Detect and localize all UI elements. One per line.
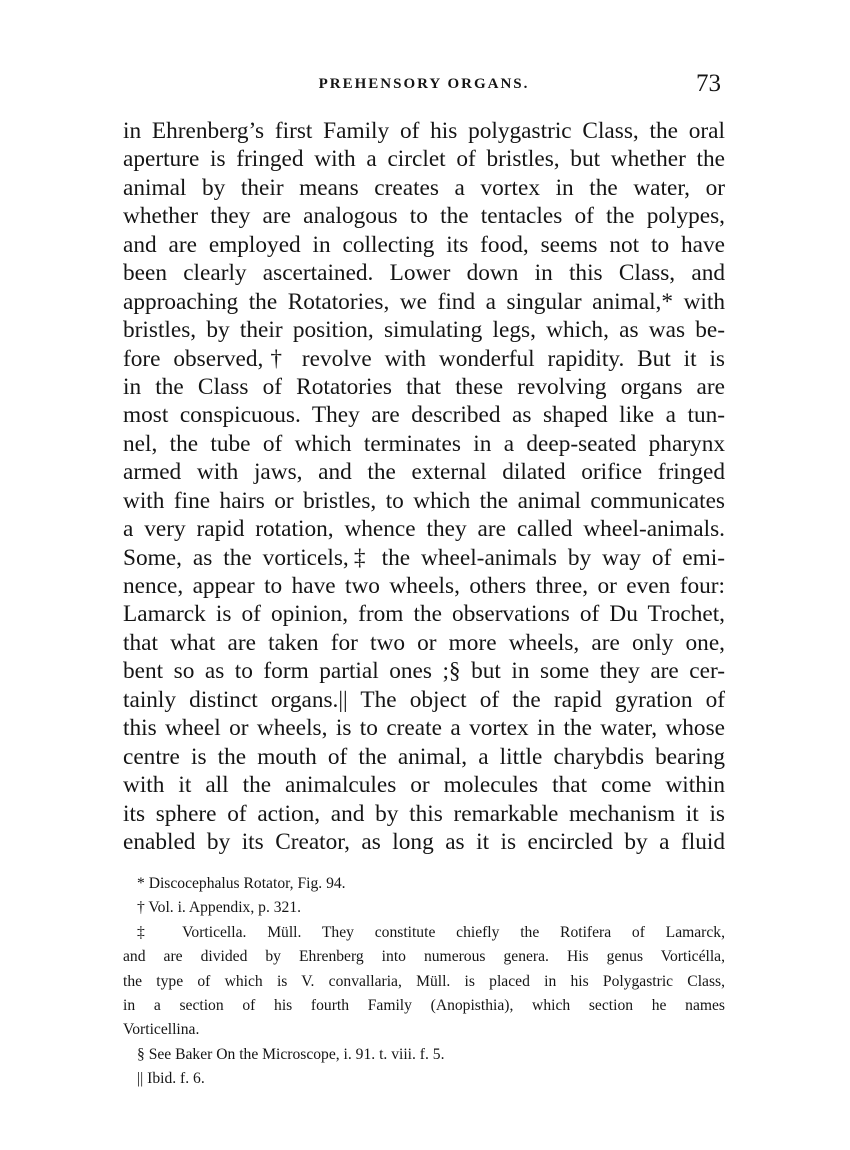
body-text [123, 117, 725, 856]
footnotes [123, 872, 725, 1092]
text-line-9: fore observed,† revolve with wonderful rapidity. But it is [123, 345, 725, 372]
text-line-8: bristles, by their position, simulating legs, which, as was be- [123, 317, 725, 344]
running-title: PREHENSORY ORGANS. [318, 76, 530, 92]
footnote-3-line-5: Vorticellina. [123, 1021, 200, 1039]
text-line-18: Lamarck is of opinion, from the observations of Du Trochet, [123, 601, 725, 628]
text-line-5: and are employed in collecting its food, seems not to have [123, 231, 725, 258]
text-line-23: centre is the mouth of the animal, a little charybdis bearing [123, 743, 725, 770]
footnote-3-line-2: and are divided by Ehrenberg into numerous genera. His genus Vorticélla, [123, 948, 725, 966]
text-line-7: approaching the Rotatories, we find a singular animal,* with [123, 288, 725, 315]
text-line-16: Some, as the vorticels,‡ the wheel-animals by way of emi- [123, 544, 725, 571]
text-line-2: aperture is fringed with a circlet of bristles, but whether the [123, 146, 725, 173]
footnote-2: † Vol. i. Appendix, p. 321. [137, 899, 302, 917]
text-line-24: with it all the animalcules or molecules that come within [123, 772, 725, 799]
text-line-14: with fine hairs or bristles, to which the animal communicates [123, 487, 725, 514]
text-line-1: in Ehrenberg’s first Family of his polygastric Class, the oral [123, 118, 725, 144]
text-line-10: in the Class of Rotatories that these revolving organs are [123, 373, 725, 400]
text-line-13: armed with jaws, and the external dilated orifice fringed [123, 459, 725, 486]
text-line-4: whether they are analogous to the tentacles of the polypes, [123, 203, 725, 230]
text-line-12: nel, the tube of which terminates in a deep-seated pharynx [123, 430, 725, 457]
footnote-1: * Discocephalus Rotator, Fig. 94. [137, 875, 346, 892]
text-line-11: most conspicuous. They are described as shaped like a tun- [123, 402, 725, 429]
running-head [123, 72, 725, 102]
footnote-4: § See Baker On the Microscope, i. 91. t. viii. f. 5. [137, 1045, 445, 1063]
text-line-22: this wheel or wheels, is to create a vortex in the water, whose [123, 715, 725, 742]
text-line-25: its sphere of action, and by this remarkable mechanism it is [123, 800, 725, 827]
text-line-19: that what are taken for two or more wheels, are only one, [123, 629, 725, 656]
footnote-3-line-4: in a section of his fourth Family (Anopisthia), which section he names [123, 996, 725, 1014]
text-line-17: nence, appear to have two wheels, others three, or even four: [123, 573, 725, 599]
text-line-15: a very rapid rotation, whence they are called wheel-animals. [123, 516, 725, 543]
text-line-20: bent so as to form partial ones ;§ but in some they are cer- [123, 658, 725, 685]
text-line-3: animal by their means creates a vortex in the water, or [123, 174, 725, 201]
page-number: 73 [696, 70, 721, 97]
text-line-26: enabled by its Creator, as long as it is encircled by a fluid [123, 828, 725, 855]
footnote-3-line-1: ‡ Vorticella. Müll. They constitute chiefly the Rotifera of Lamarck, [137, 923, 725, 941]
footnote-5: || Ibid. f. 6. [137, 1070, 205, 1088]
text-line-21: tainly distinct organs.|| The object of the rapid gyration of [123, 686, 725, 713]
footnote-3-line-3: the type of which is V. convallaria, Müll. is placed in his Polygastric Class, [123, 972, 725, 990]
text-line-6: been clearly ascertained. Lower down in this Class, and [123, 260, 725, 287]
